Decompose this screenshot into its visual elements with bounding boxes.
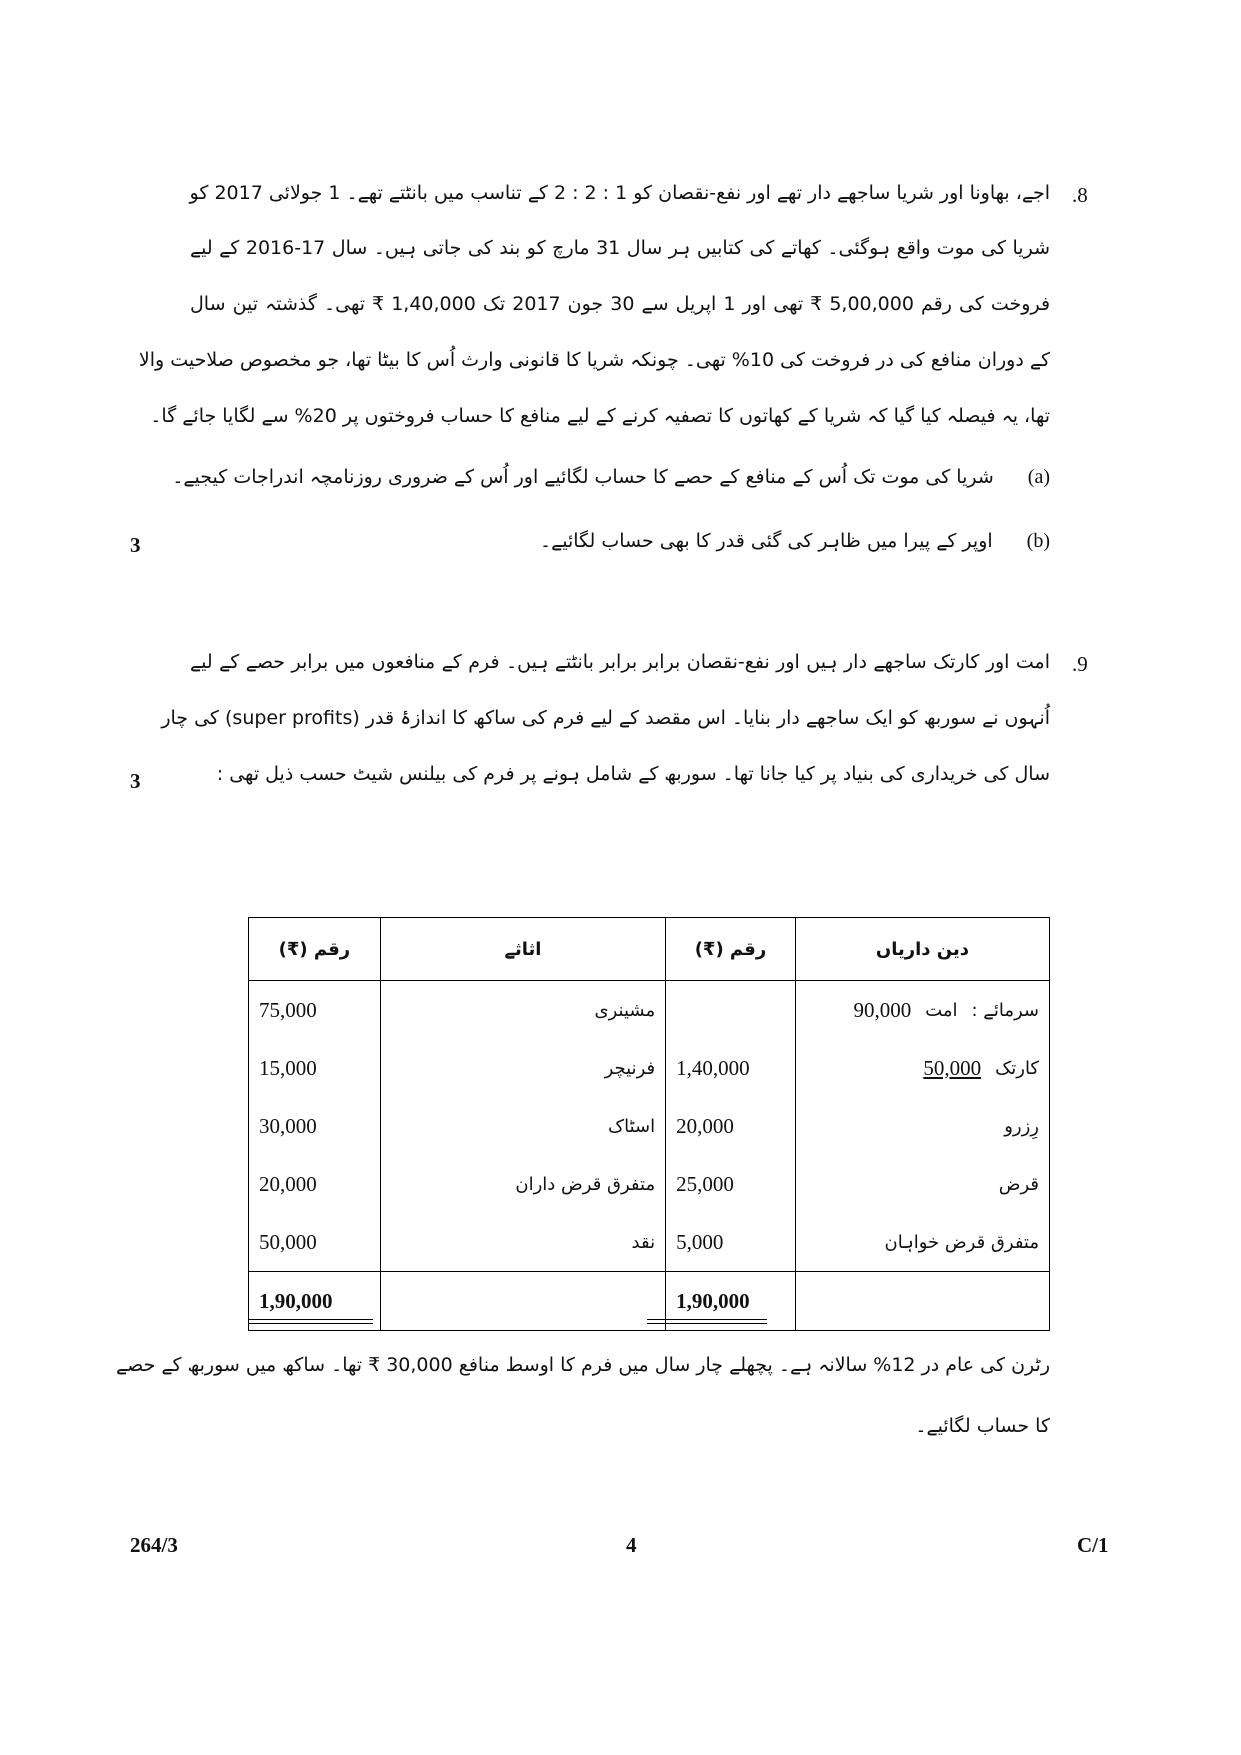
partner1-amount: 90,000 [853, 997, 912, 1022]
partner2-amount: 50,000 [923, 1055, 982, 1080]
asset-amount: 30,000 [249, 1097, 381, 1155]
asset-amount: 50,000 [249, 1213, 381, 1272]
question-9-marks: 3 [130, 769, 141, 793]
partner1-name: امت [925, 999, 958, 1021]
question-9-line-2: اُنہوں نے سوربھ کو ایک ساجھے دار بنایا۔ اس مقصد کے لیے فرم کی ساکھ کا اندازۂ قدر (super profits) کی چار [161, 707, 1050, 729]
total-empty-asset [380, 1272, 665, 1331]
partner2-cell [795, 1039, 1049, 1097]
question-8-part-b [540, 530, 1050, 553]
question-9-after-line-2: کا حساب لگائیے۔ [915, 1415, 1050, 1437]
question-8-line-3: فروخت کی رقم 5,00,000 ₹ تھی اور 1 اپریل سے 30 جون 2017 تک 1,40,000 ₹ تھی۔ گذشتہ تین سال [190, 293, 1051, 315]
asset-name: مشینری [380, 981, 665, 1040]
header-assets: اثاثے [380, 918, 665, 981]
question-8-number: .8 [1072, 183, 1088, 207]
capital-amount-empty [666, 981, 796, 1040]
footer-page-number: 4 [626, 1533, 637, 1557]
capital-cell [795, 981, 1049, 1040]
liability-name: متفرق قرض خواہان [795, 1213, 1049, 1272]
total-empty-liab [795, 1272, 1049, 1331]
part-b-text: اوپر کے پیرا میں ظاہر کی گئی قدر کا بھی حساب لگائیے۔ [539, 530, 993, 552]
table-row [249, 1155, 1050, 1213]
asset-name: متفرق قرض داران [380, 1155, 665, 1213]
liability-amount: 25,000 [666, 1155, 796, 1213]
table-row [249, 1097, 1050, 1155]
total-double-underline-assets [248, 1319, 373, 1324]
header-liabilities: دین داریاں [795, 918, 1049, 981]
question-9-after-line-1-visible: رٹرن کی عام در 12% سالانہ ہے۔ پچھلے چار سال میں فرم کا اوسط منافع 30,000 ₹ تھا۔ ساکھ میں سوربھ کے حصے [116, 1354, 1050, 1376]
question-9-line-1: امت اور کارتک ساجھے دار ہیں اور نفع-نقصان برابر برابر بانٹتے ہیں۔ فرم کے منافعوں میں برابر حصے کے لیے [190, 651, 1050, 673]
capital-total: 1,40,000 [666, 1039, 796, 1097]
part-a-label: (a) [1027, 466, 1050, 488]
total-double-underline-liabilities [647, 1319, 767, 1324]
header-amount-liabilities: رقم (₹) [666, 918, 796, 981]
liability-amount: 5,000 [666, 1213, 796, 1272]
table-row [249, 1213, 1050, 1272]
liability-name: رِزرو [795, 1097, 1049, 1155]
question-8-line-1: اجے، بھاونا اور شریا ساجھے دار تھے اور نفع-نقصان کو 1 : 2 : 2 کے تناسب میں بانٹتے تھے۔ 1 جولائی 2017 کو [189, 182, 1050, 204]
liability-amount: 20,000 [666, 1097, 796, 1155]
asset-amount: 15,000 [249, 1039, 381, 1097]
total-liabilities: 1,90,000 [666, 1272, 796, 1331]
partner2-name: کارتک [995, 1057, 1039, 1079]
question-9-line-3: سال کی خریداری کی بنیاد پر کیا جانا تھا۔ سوربھ کے شامل ہونے پر فرم کی بیلنس شیٹ حسب ذیل تھی : [216, 763, 1050, 785]
table-row [249, 981, 1050, 1040]
question-8-marks: 3 [130, 533, 141, 557]
liability-name: قرض [795, 1155, 1049, 1213]
table-header-row [249, 918, 1050, 981]
table-row [249, 1039, 1050, 1097]
footer-code: 264/3 [130, 1533, 178, 1557]
balance-sheet-table [248, 917, 1050, 1331]
question-8-line-2: شریا کی موت واقع ہوگئی۔ کھاتے کی کتابیں ہر سال 31 مارچ کو بند کی جاتی ہیں۔ سال 17-2016 کے لیے [190, 237, 1050, 259]
asset-name: نقد [380, 1213, 665, 1272]
question-8-line-4: کے دوران منافع کی در فروخت کی 10% تھی۔ چونکہ شریا کا قانونی وارث اُس کا بیٹا تھا، جو مخصوص صلاحیت والا [138, 349, 1050, 371]
asset-amount: 75,000 [249, 981, 381, 1040]
footer-set: C/1 [1077, 1533, 1109, 1557]
question-8-line-5: تھا، یہ فیصلہ کیا گیا کہ شریا کے کھاتوں کا تصفیہ کرنے کے لیے منافع کا حساب فروختوں پر 20% سے لگایا جائے گا۔ [150, 405, 1050, 427]
asset-name: فرنیچر [380, 1039, 665, 1097]
total-assets: 1,90,000 [249, 1272, 381, 1331]
question-9-number: .9 [1072, 652, 1088, 676]
asset-amount: 20,000 [249, 1155, 381, 1213]
part-b-label: (b) [1026, 530, 1050, 552]
question-8-part-a [172, 466, 1050, 489]
part-a-text: شریا کی موت تک اُس کے منافع کے حصے کا حساب لگائیے اور اُس کے ضروری روزنامچہ اندراجات کیجیے۔ [172, 466, 994, 488]
asset-name: اسٹاک [380, 1097, 665, 1155]
capital-label: سرمائے : [971, 999, 1039, 1021]
header-amount-assets: رقم (₹) [249, 918, 381, 981]
